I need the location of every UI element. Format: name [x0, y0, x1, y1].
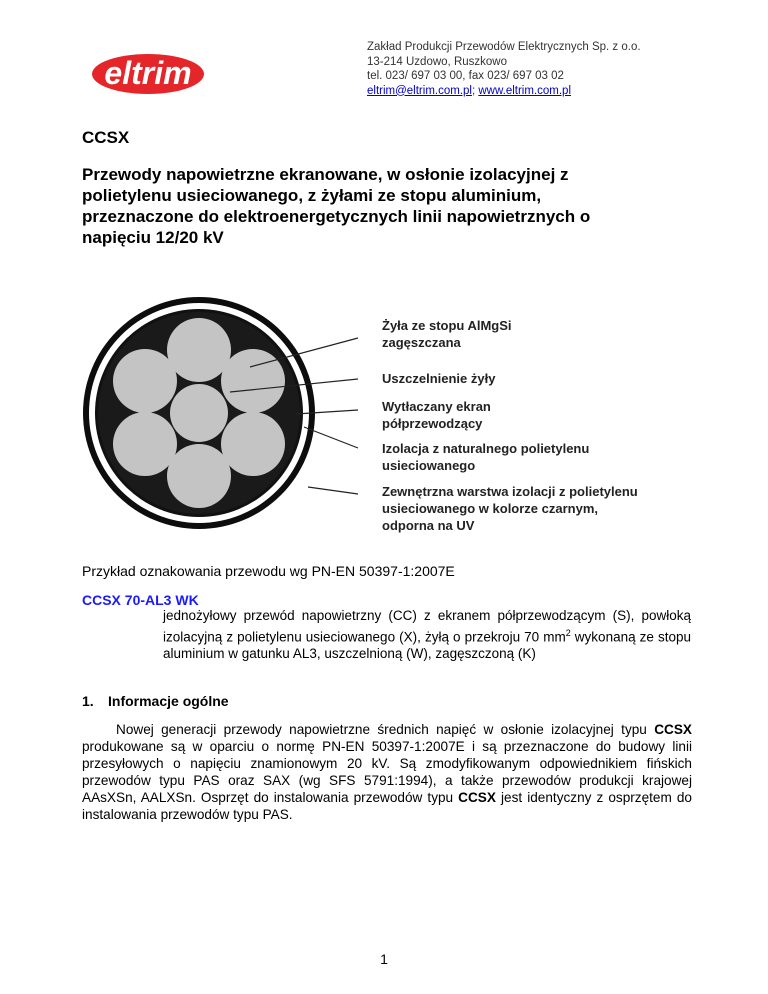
marking-description: jednożyłowy przewód napowietrzny (CC) z ekranem półprzewodzącym (S), powłoką izolacyjną z polietylenu usieciowanego (X), żyłą o przekroju 70 $mm^2$ wykonaną ze stopu aluminium w gatunku AL3, uszczelnioną (W), zagęszczoną (K) [163, 608, 692, 661]
link-separator: ; [471, 84, 479, 97]
document-subtitle: Przewody napowietrzne ekranowane, w osłonie izolacyjnej z polietylenu usieciowanego, z żyłami ze stopu aluminium, przeznaczone do elektroenergetycznych linii napowietrznych o napięciu 12/20 kV [82, 165, 591, 247]
company-logo [86, 46, 210, 98]
label-semiconductive-screen: Wytłaczany ekran półprzewodzący [382, 399, 491, 431]
company-name: Zakład Produkcji Przewodów Elektrycznych Sp. z o.o. [367, 41, 641, 53]
cable-cross-section-diagram [82, 282, 702, 542]
emphasis-ccsx: CCSX [458, 790, 496, 805]
superscript: 2 [565, 627, 571, 638]
company-info [367, 40, 641, 98]
email-link[interactable]: eltrim@eltrim.com.pl [367, 84, 472, 97]
section-heading [82, 693, 229, 709]
emphasis-ccsx: CCSX [654, 722, 692, 737]
marking-intro: Przykład oznakowania przewodu wg PN-EN 50397-1:2007E [82, 563, 455, 579]
label-conductor: Żyła ze stopu AlMgSi zagęszczana [382, 318, 512, 350]
section-number: 1. [82, 693, 94, 709]
company-address: 13-214 Uzdowo, Ruszkowo [367, 55, 507, 68]
company-contact-links [367, 84, 641, 99]
label-outer-layer: Zewnętrzna warstwa izolacji z polietylenu usieciowanego w kolorze czarnym, odporna na UV [382, 484, 638, 533]
company-phone: tel. 023/ 697 03 00, fax 023/ 697 03 02 [367, 70, 564, 82]
section-title: Informacje ogólne [108, 693, 229, 709]
label-insulation: Izolacja z naturalnego polietylenu usieciowanego [382, 441, 590, 473]
document-title: CCSX [82, 128, 130, 147]
label-conductor-seal: Uszczelnienie żyły [382, 371, 496, 386]
marking-code: CCSX 70-AL3 WK [82, 592, 199, 608]
website-link[interactable]: www.eltrim.com.pl [478, 84, 572, 97]
logo-text: eltrim [104, 55, 192, 91]
page-number: 1 [380, 951, 388, 967]
section-paragraph: Nowej generacji przewody napowietrzne średnich napięć w osłonie izolacyjnej typu CCSX produkowane są w oparciu o normę PN-EN 50397-1:2007E i są przeznaczone do budowy linii przesyłowych o napięciu znamionowym 20 kV. Są zmodyfikowanym odpowiednikiem fińskich przewodów typu PAS oraz SAX (wg SFS 5791:1994), a także przewodów produkcji krajowej AAsXSn, AALXSn. Osprzęt do instalowania przewodów typu CCSX jest identyczny z osprzętem do instalowania przewodów typu PAS. [82, 722, 692, 822]
